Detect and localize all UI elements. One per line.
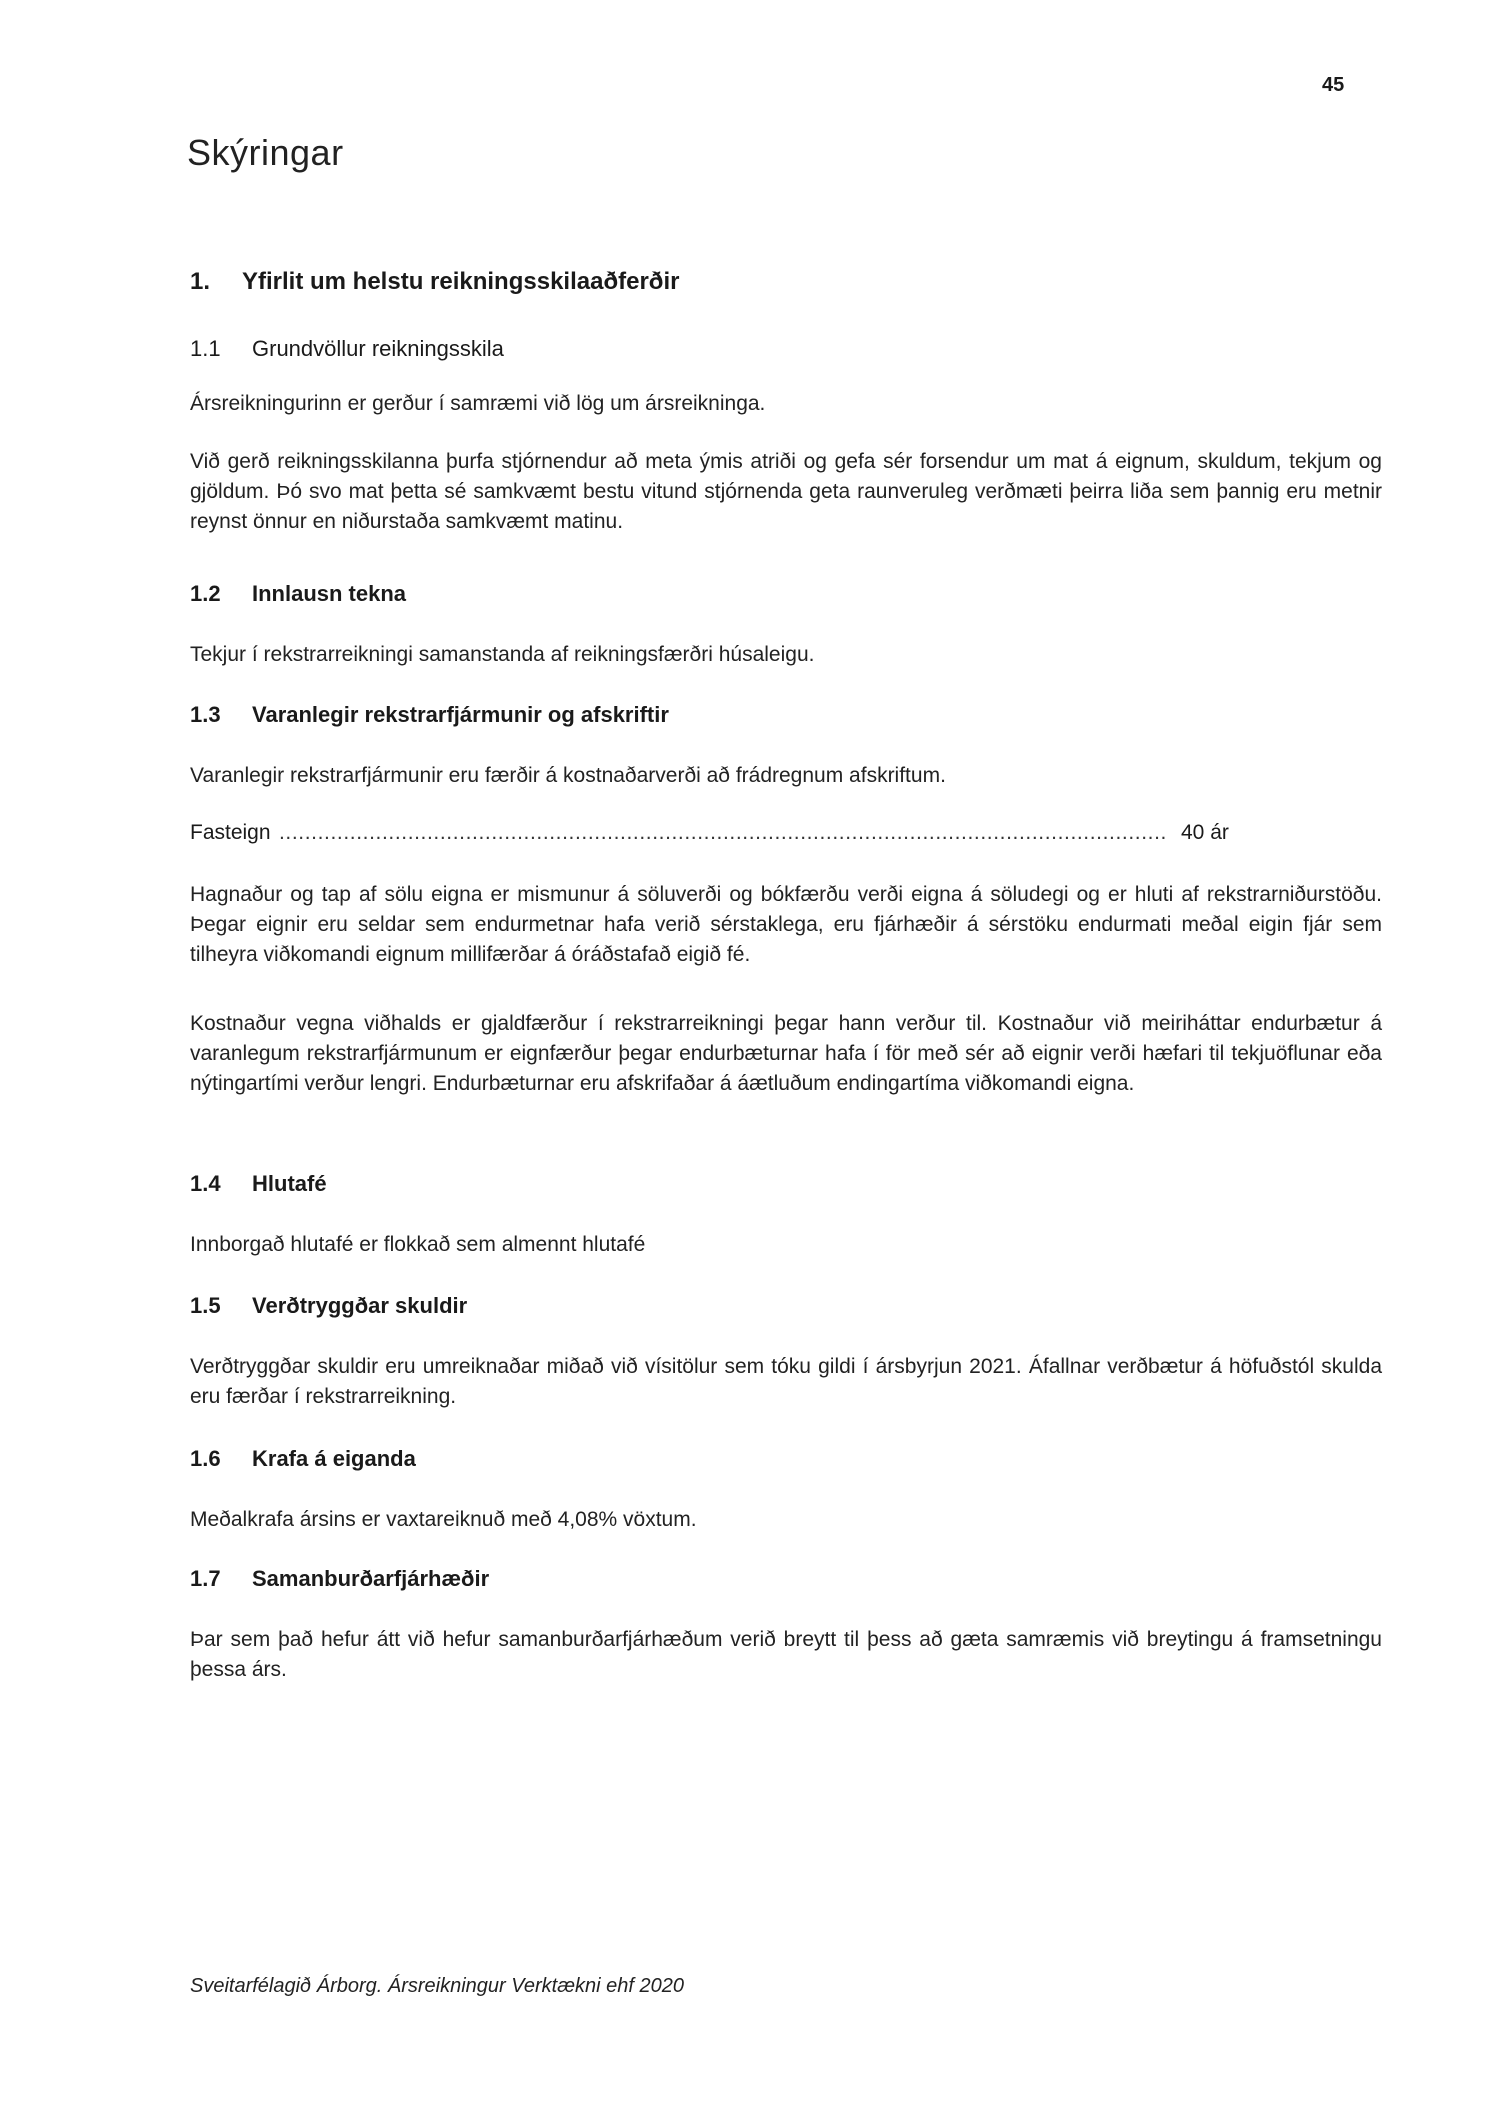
- subsection-title: Krafa á eiganda: [252, 1446, 416, 1471]
- subsection-title: Hlutafé: [252, 1171, 327, 1196]
- subsection-number: 1.6: [190, 1446, 221, 1471]
- subsection-number: 1.1: [190, 336, 221, 361]
- subsection-number: 1.4: [190, 1171, 221, 1196]
- subsection-title: Innlausn tekna: [252, 581, 407, 606]
- paragraph: Hagnaður og tap af sölu eigna er mismunur á söluverði og bókfærðu verði eigna á söludegi og er hluti af rekstrarniðurstöðu. Þegar eignir eru seldar sem endurmetnar hafa verið sérstaklega, eru fjárhæðir á sérstöku endurmati meðal eigin fjár sem tilheyra viðkomandi eignum millifærðar á óráðstafað eigið fé.: [190, 883, 1382, 966]
- paragraph: Meðalkrafa ársins er vaxtareiknuð með 4,08% vöxtum.: [190, 1508, 697, 1531]
- subsection-title: Grundvöllur reikningsskila: [252, 336, 504, 361]
- subsection-1-5-heading: [190, 1293, 467, 1319]
- subsection-1-1-heading: [190, 336, 504, 362]
- subsection-1-2-heading: [190, 581, 406, 607]
- subsection-title: Verðtryggðar skuldir: [252, 1293, 468, 1318]
- page-footer: Sveitarfélagið Árborg. Ársreikningur Verktækni ehf 2020: [190, 1975, 684, 1997]
- subsection-1-3-heading: [190, 702, 669, 728]
- subsection-1-7-heading: [190, 1566, 489, 1592]
- paragraph: Verðtryggðar skuldir eru umreiknaðar miðað við vísitölur sem tóku gildi í ársbyrjun 2021. Áfallnar verðbætur á höfuðstól skulda eru færðar í rekstrarreikning.: [190, 1355, 1382, 1408]
- depreciation-row: [190, 821, 1250, 851]
- depreciation-row-label: Fasteign: [190, 821, 271, 844]
- subsection-1-6-heading: [190, 1446, 416, 1472]
- subsection-number: 1.3: [190, 702, 221, 727]
- paragraph: Þar sem það hefur átt við hefur samanburðarfjárhæðum verið breytt til þess að gæta samræmis við breytingu á framsetningu þessa árs.: [190, 1628, 1382, 1681]
- subsection-number: 1.7: [190, 1566, 221, 1591]
- paragraph: Ársreikningurinn er gerður í samræmi við lög um ársreikninga.: [190, 392, 766, 415]
- subsection-number: 1.5: [190, 1293, 221, 1318]
- subsection-1-4-heading: [190, 1171, 327, 1197]
- subsection-title: Samanburðarfjárhæðir: [252, 1566, 490, 1591]
- page-number: 45: [1322, 74, 1345, 96]
- paragraph: Varanlegir rekstrarfjármunir eru færðir á kostnaðarverði að frádregnum afskriftum.: [190, 764, 946, 787]
- depreciation-row-value: 40 ár: [1181, 821, 1229, 844]
- section-title: Yfirlit um helstu reikningsskilaaðferðir: [242, 268, 680, 295]
- paragraph: Innborgað hlutafé er flokkað sem almennt hlutafé: [190, 1233, 646, 1256]
- section-number: 1.: [190, 268, 211, 295]
- paragraph: Við gerð reikningsskilanna þurfa stjórnendur að meta ýmis atriði og gefa sér forsendur um mat á eignum, skuldum, tekjum og gjöldum. Þó svo mat þetta sé samkvæmt bestu vitund stjórnenda geta raunveruleg verðmæti þeirra liða sem þannig eru metnir reynst önnur en niðurstaða samkvæmt matinu.: [190, 450, 1382, 533]
- paragraph: Kostnaður vegna viðhalds er gjaldfærður í rekstrarreikningi þegar hann verður til. Kostnaður við meiriháttar endurbætur á varanlegum rekstrarfjármunum er eignfærður þegar endurbæturnar hafa í för með sér að eignir verði hæfari til tekjuöflunar eða nýtingartími verður lengri. Endurbæturnar eru afskrifaðar á áætluðum endingartíma viðkomandi eigna.: [190, 1012, 1382, 1095]
- page-title: Skýringar: [187, 132, 344, 173]
- section-1-heading: [190, 268, 679, 296]
- leader-dots: ..........................................................................................................................................: [279, 821, 1167, 844]
- subsection-number: 1.2: [190, 581, 221, 606]
- paragraph: Tekjur í rekstrarreikningi samanstanda af reikningsfærðri húsaleigu.: [190, 643, 815, 666]
- subsection-title: Varanlegir rekstrarfjármunir og afskriftir: [252, 702, 669, 727]
